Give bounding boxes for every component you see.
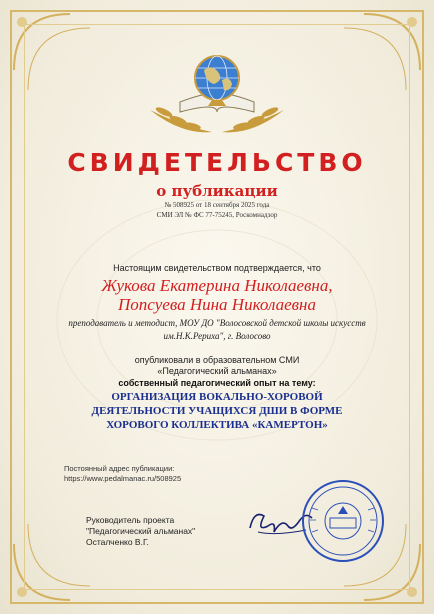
certificate-title: СВИДЕТЕЛЬСТВО [67, 148, 367, 177]
author-name: Жукова Екатерина Николаевна, [101, 276, 333, 295]
signer-block [86, 515, 195, 548]
publication-address [64, 464, 181, 484]
author-name: Попсуева Нина Николаевна [118, 295, 316, 314]
confirmation-text: Настоящим свидетельством подтверждается, что [113, 263, 321, 273]
media-registration: СМИ ЭЛ № ФС 77-75245, Роскомнадзор [156, 211, 278, 219]
author-position: преподаватель и методист, МОУ ДО "Волосовской детской школы искусств им.Н.К.Рериха", г. Волосово [68, 318, 366, 341]
signer-name: Осталченко В.Г. [86, 537, 149, 547]
certificate-subtitle: о публикации [156, 182, 278, 200]
signer-role: Руководитель проекта [86, 515, 175, 525]
certificate-number: № 508925 от 18 сентября 2025 года [164, 201, 270, 209]
topic-line: ХОРОВОГО КОЛЛЕКТИВА «КАМЕРТОН» [106, 419, 328, 431]
publication-statement [0, 355, 434, 377]
journal-name: «Педагогический альманах» [157, 366, 277, 376]
experience-label: собственный педагогический опыт на тему: [118, 378, 316, 388]
address-label: Постоянный адрес публикации: [64, 464, 175, 473]
topic-line: ДЕЯТЕЛЬНОСТИ УЧАЩИХСЯ ДШИ В ФОРМЕ [91, 405, 343, 417]
publication-topic [0, 390, 434, 432]
globe-book-laurel-icon [142, 40, 292, 145]
publication-line: опубликовали в образовательном СМИ [134, 355, 300, 365]
author-names [0, 276, 434, 314]
official-stamp-icon [300, 478, 386, 564]
registration-info [0, 200, 434, 220]
address-url[interactable]: https://www.pedalmanac.ru/508925 [64, 474, 182, 483]
topic-line: ОРГАНИЗАЦИЯ ВОКАЛЬНО-ХОРОВОЙ [111, 391, 323, 403]
signer-project: "Педагогический альманах" [86, 526, 196, 536]
